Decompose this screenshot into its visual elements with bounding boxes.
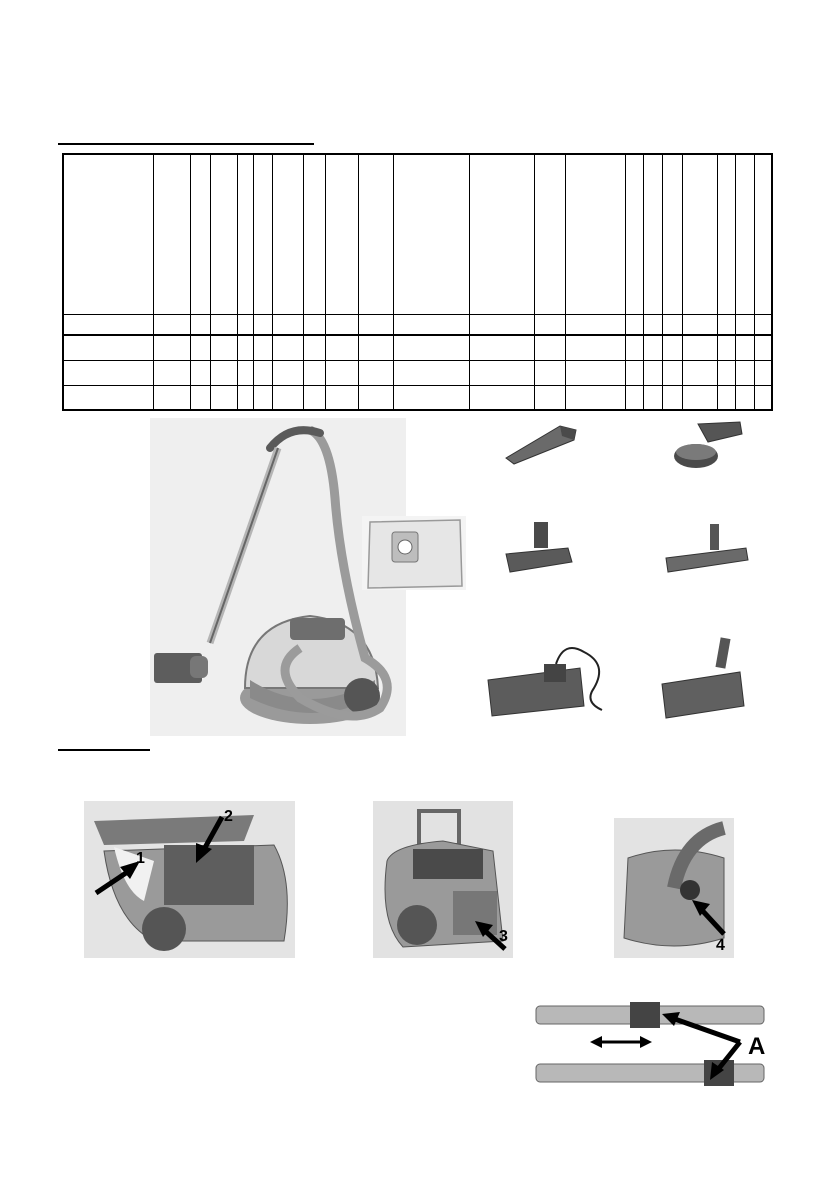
crevice-tool-icon: [500, 420, 580, 470]
table-row: [63, 335, 772, 360]
telescopic-tube-photo: [530, 998, 775, 1092]
callout-3: 3: [499, 928, 508, 945]
callout-4: 4: [716, 937, 725, 954]
turbo-brush-photo: [658, 634, 750, 722]
turbo-brush-icon: [658, 634, 750, 722]
hose-inlet-photo: [614, 818, 734, 958]
dust-bag-icon: [362, 516, 466, 590]
dust-bag-photo: [362, 516, 466, 590]
callout-2: 2: [224, 808, 233, 825]
parquet-brush-photo: [660, 520, 752, 580]
upholstery-nozzle-photo: [500, 518, 578, 580]
hose-connection-icon: [614, 818, 734, 958]
table-row: [63, 314, 772, 335]
crevice-tool-photo: [500, 420, 580, 470]
specification-table: [62, 153, 773, 411]
round-brush-photo: [668, 418, 748, 474]
parquet-brush-icon: [660, 520, 752, 580]
callout-a: A: [748, 1033, 766, 1060]
round-brush-icon: [668, 418, 748, 474]
electric-turbo-brush-icon: [484, 640, 610, 722]
section-heading-rule-2: [58, 749, 150, 751]
table-row: [63, 385, 772, 410]
filter-grille-photo: [373, 801, 513, 958]
section-heading-rule-1: [58, 143, 314, 145]
vacuum-rear-icon: [373, 801, 513, 958]
bag-compartment-photo: [84, 801, 295, 958]
table-row: [63, 360, 772, 385]
upholstery-nozzle-icon: [500, 518, 578, 580]
open-vacuum-icon: [84, 801, 295, 958]
callout-1: 1: [136, 850, 145, 867]
table-header-row: [63, 154, 772, 314]
telescopic-tube-icon: [530, 998, 775, 1092]
electric-turbo-brush-photo: [484, 640, 610, 722]
